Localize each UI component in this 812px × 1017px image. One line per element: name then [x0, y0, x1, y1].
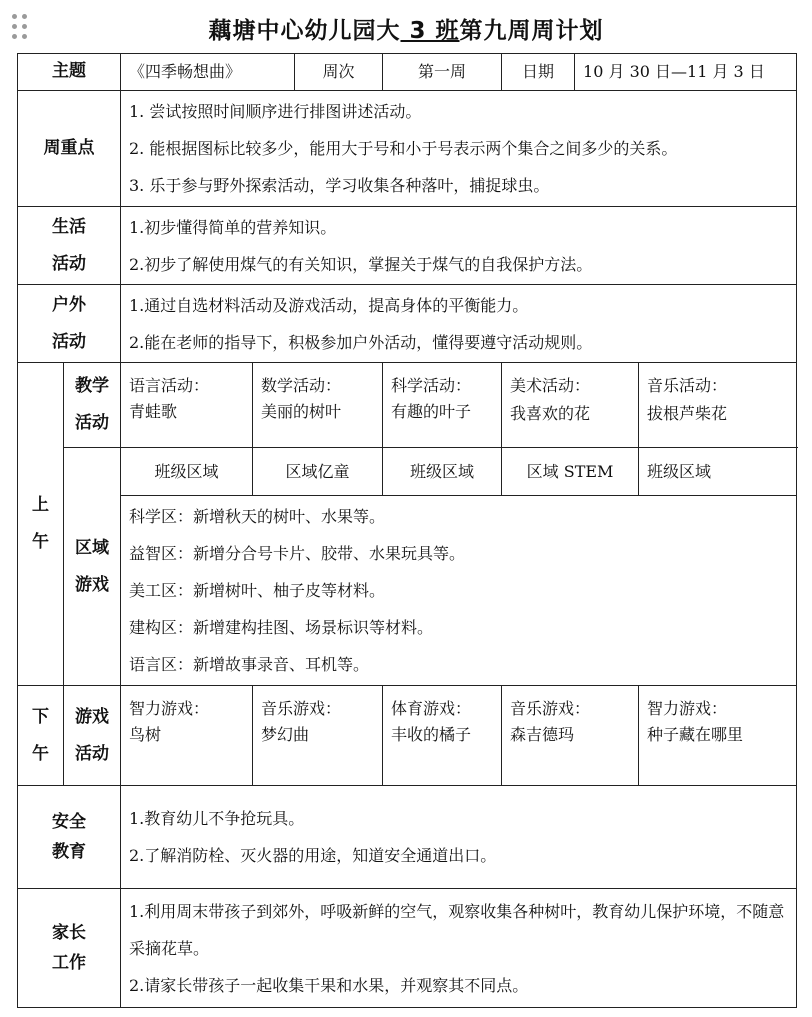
parents-content — [121, 889, 797, 1008]
area-label-line: 区域 — [75, 537, 109, 558]
header-row — [18, 54, 797, 91]
game-cell — [639, 686, 797, 786]
safety-label-line: 教育 — [52, 842, 86, 862]
life-label — [18, 207, 121, 285]
afternoon-row — [18, 686, 797, 786]
morning-label-line: 午 — [32, 532, 49, 552]
game-name: 种子藏在哪里 — [647, 725, 744, 744]
game-type: 体育游戏： — [391, 699, 472, 718]
outdoor-label-line: 活动 — [52, 331, 86, 352]
area-item: 语言区：新增故事录音、耳机等。 — [129, 655, 370, 674]
parents-label-line: 家长 — [52, 923, 86, 943]
area-item: 建构区：新增建构挂图、场景标识等材料。 — [129, 618, 434, 637]
parents-item: 1.利用周末带孩子到郊外，呼吸新鲜的空气，观察收集各种树叶，教育幼儿保护环境，不随意采摘花草。 — [129, 901, 785, 958]
life-item: 1.初步懂得简单的营养知识。 — [129, 217, 337, 237]
game-cell — [383, 686, 502, 786]
game-cell — [253, 686, 383, 786]
activity-type: 音乐活动： — [647, 376, 728, 395]
activity-name: 美丽的树叶 — [261, 402, 342, 421]
activity-name: 青蛙歌 — [129, 402, 178, 421]
morning-label-line: 上 — [32, 495, 49, 515]
focus-content — [121, 91, 797, 207]
area-tab: 区域 STEM — [502, 448, 639, 496]
safety-content — [121, 786, 797, 889]
parents-label — [18, 889, 121, 1008]
area-item: 科学区：新增秋天的树叶、水果等。 — [129, 507, 386, 526]
afternoon-label-line: 下 — [32, 706, 49, 727]
game-cell — [502, 686, 639, 786]
game-label-line: 游戏 — [75, 706, 109, 727]
afternoon-label — [18, 686, 64, 786]
title-prefix: 藕塘中心幼儿园大 — [208, 18, 401, 44]
activity-type: 美术活动： — [510, 376, 591, 395]
game-name: 梦幻曲 — [261, 725, 310, 744]
week-label: 周次 — [295, 54, 383, 91]
focus-row — [18, 91, 797, 207]
title-suffix: 第九周周计划 — [459, 18, 604, 44]
game-label-line: 活动 — [75, 743, 109, 764]
life-label-line: 活动 — [52, 253, 86, 274]
safety-label-line: 安全 — [52, 812, 86, 832]
activity-type: 语言活动： — [129, 376, 210, 395]
life-label-line: 生活 — [52, 216, 86, 237]
theme-label: 主题 — [18, 54, 121, 91]
activity-type: 科学活动： — [391, 376, 472, 395]
outdoor-row — [18, 285, 797, 363]
title-class: 3 班 — [400, 18, 460, 44]
game-cell — [121, 686, 253, 786]
area-tabs-row — [18, 448, 797, 496]
life-item: 2.初步了解使用煤气的有关知识，掌握关于煤气的自我保护方法。 — [129, 254, 593, 274]
focus-item: 1. 尝试按照时间顺序进行排图讲述活动。 — [129, 102, 422, 121]
teaching-cell — [253, 363, 383, 448]
outdoor-item: 2.能在老师的指导下，积极参加户外活动，懂得要遵守活动规则。 — [129, 332, 593, 352]
area-content — [121, 496, 797, 686]
game-name: 鸟树 — [129, 725, 162, 744]
teaching-label-line: 教学 — [75, 376, 109, 396]
afternoon-label-line: 午 — [32, 743, 49, 764]
area-tab: 班级区域 — [121, 448, 253, 496]
outdoor-content — [121, 285, 797, 363]
game-name: 丰收的橘子 — [391, 725, 472, 744]
activity-name: 我喜欢的花 — [510, 404, 591, 423]
area-item: 美工区：新增树叶、柚子皮等材料。 — [129, 581, 386, 600]
parents-row — [18, 889, 797, 1008]
area-tab: 班级区域 — [383, 448, 502, 496]
game-type: 智力游戏： — [129, 699, 210, 718]
area-label-line: 游戏 — [75, 574, 109, 595]
area-label — [64, 448, 121, 686]
teaching-label-line: 活动 — [75, 413, 109, 433]
morning-label — [18, 363, 64, 686]
theme-value: 《四季畅想曲》 — [121, 54, 295, 91]
game-name: 森吉德玛 — [510, 725, 575, 744]
parents-label-line: 工作 — [52, 953, 86, 973]
focus-item: 2. 能根据图标比较多少，能用大于号和小于号表示两个集合之间多少的关系。 — [129, 139, 678, 158]
teaching-cell — [121, 363, 253, 448]
week-value: 第一周 — [383, 54, 502, 91]
life-content — [121, 207, 797, 285]
teaching-cell — [639, 363, 797, 448]
game-label — [64, 686, 121, 786]
game-type: 音乐游戏： — [261, 699, 342, 718]
teaching-row — [18, 363, 797, 448]
outdoor-label-line: 户外 — [52, 294, 86, 315]
focus-item: 3. 乐于参与野外探索活动，学习收集各种落叶，捕捉球虫。 — [129, 176, 550, 195]
area-tab: 区域亿童 — [253, 448, 383, 496]
safety-label — [18, 786, 121, 889]
game-type: 智力游戏： — [647, 699, 728, 718]
life-row — [18, 207, 797, 285]
teaching-label — [64, 363, 121, 448]
page-title — [0, 12, 812, 45]
safety-row — [18, 786, 797, 889]
activity-name: 拔根芦柴花 — [647, 404, 728, 423]
focus-label: 周重点 — [18, 91, 121, 207]
outdoor-label — [18, 285, 121, 363]
safety-item: 2.了解消防栓、灭火器的用途，知道安全通道出口。 — [129, 846, 497, 865]
area-tab: 班级区域 — [639, 448, 797, 496]
parents-item: 2.请家长带孩子一起收集干果和水果，并观察其不同点。 — [129, 975, 529, 995]
date-value: 10 月 30 日—11 月 3 日 — [575, 54, 797, 91]
outdoor-item: 1.通过自选材料活动及游戏活动，提高身体的平衡能力。 — [129, 295, 529, 315]
activity-type: 数学活动： — [261, 376, 342, 395]
area-detail-row — [18, 496, 797, 686]
game-type: 音乐游戏： — [510, 699, 591, 718]
teaching-cell — [502, 363, 639, 448]
area-item: 益智区：新增分合号卡片、胶带、水果玩具等。 — [129, 544, 466, 563]
weekly-plan-table — [17, 53, 797, 1008]
safety-item: 1.教育幼儿不争抢玩具。 — [129, 809, 305, 828]
date-label: 日期 — [502, 54, 575, 91]
teaching-cell — [383, 363, 502, 448]
activity-name: 有趣的叶子 — [391, 402, 472, 421]
